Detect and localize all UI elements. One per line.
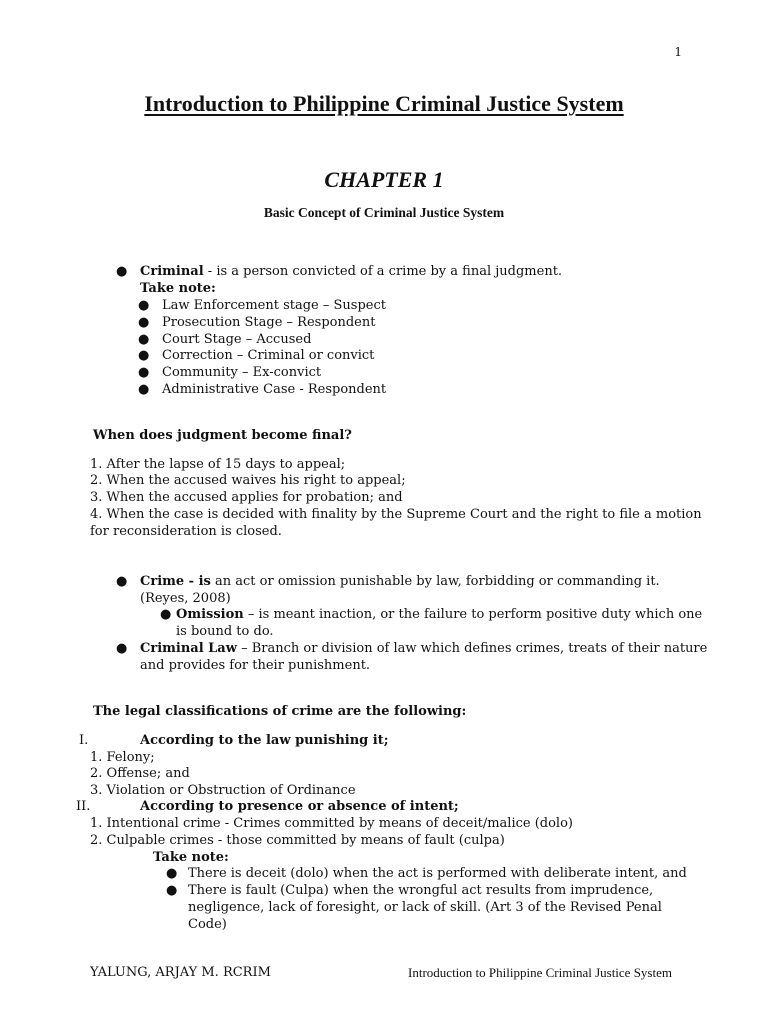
- bullet-icon: ●: [138, 298, 150, 313]
- list-item: Law Enforcement stage – Suspect: [162, 298, 386, 313]
- classification-take-note: Take note:: [153, 850, 229, 865]
- criminal-law-definition-text: – Branch or division of law which defines crimes, treats of their nature: [236, 641, 708, 656]
- criminal-term: Criminal: [140, 264, 204, 279]
- chapter-heading: CHAPTER 1: [324, 167, 444, 192]
- document-title-text: Introduction to Philippine Criminal Justice System: [144, 91, 624, 116]
- omission-continuation: is bound to do.: [176, 624, 274, 639]
- footer-title: Introduction to Philippine Criminal Justice System: [408, 965, 672, 980]
- bullet-icon: ●: [138, 315, 150, 330]
- omission-definition: [176, 606, 702, 623]
- list-item: 3. Violation or Obstruction of Ordinance: [90, 783, 356, 798]
- list-item: 2. When the accused waives his right to appeal;: [90, 473, 406, 488]
- criminal-law-definition: [140, 640, 707, 657]
- bullet-icon: ●: [166, 866, 178, 881]
- list-item: Community – Ex-convict: [162, 365, 322, 380]
- omission-definition-text: – is meant inaction, or the failure to perform positive duty which one: [243, 607, 703, 622]
- bullet-icon: ●: [138, 332, 150, 347]
- list-item: Correction – Criminal or convict: [162, 348, 375, 363]
- crime-definition-lead: is: [198, 574, 211, 589]
- bullet-icon: ●: [160, 607, 172, 622]
- bullet-icon: ●: [116, 264, 128, 279]
- bullet-icon: ●: [116, 574, 128, 589]
- list-item: 1. Intentional crime - Crimes committed by means of deceit/malice (dolo): [90, 816, 573, 831]
- judgment-heading: When does judgment become final?: [93, 428, 352, 443]
- document-title: [0, 91, 768, 117]
- section-title: According to presence or absence of intent;: [140, 799, 459, 814]
- list-item: 4. When the case is decided with finality by the Supreme Court and the right to file a motion: [90, 507, 702, 522]
- list-item: 1. Felony;: [90, 750, 155, 765]
- bullet-icon: ●: [166, 883, 178, 898]
- crime-citation: (Reyes, 2008): [140, 591, 231, 606]
- bullet-icon: ●: [138, 382, 150, 397]
- list-item: Court Stage – Accused: [162, 332, 312, 347]
- list-item: 2. Culpable crimes - those committed by means of fault (culpa): [90, 833, 505, 848]
- bullet-icon: ●: [116, 641, 128, 656]
- list-item: Administrative Case - Respondent: [162, 382, 387, 397]
- crime-definition-text: an act or omission punishable by law, forbidding or commanding it.: [210, 574, 660, 589]
- bullet-icon: ●: [138, 365, 150, 380]
- criminal-definition: [140, 263, 562, 280]
- criminal-law-term: Criminal Law: [140, 641, 237, 656]
- list-item: 2. Offense; and: [90, 766, 190, 781]
- list-item: 3. When the accused applies for probation; and: [90, 490, 403, 505]
- omission-term: Omission: [176, 607, 244, 622]
- footer-author: YALUNG, ARJAY M. RCRIM: [90, 965, 271, 980]
- section-numeral: I.: [79, 733, 89, 748]
- classifications-heading: The legal classifications of crime are the following:: [93, 704, 467, 719]
- crime-definition: [140, 573, 660, 590]
- page-number: 1: [674, 45, 682, 59]
- chapter-subtitle: Basic Concept of Criminal Justice System: [263, 205, 505, 220]
- list-item: There is fault (Culpa) when the wrongful act results from imprudence,: [188, 883, 654, 898]
- crime-term: Crime -: [140, 574, 199, 589]
- criminal-law-continuation: and provides for their punishment.: [140, 658, 371, 673]
- section-title: According to the law punishing it;: [140, 733, 389, 748]
- list-item: Prosecution Stage – Respondent: [162, 315, 376, 330]
- list-item-continuation: Code): [188, 917, 227, 932]
- list-item: There is deceit (dolo) when the act is performed with deliberate intent, and: [188, 866, 687, 881]
- criminal-take-note: Take note:: [140, 281, 216, 296]
- list-item: 1. After the lapse of 15 days to appeal;: [90, 457, 346, 472]
- bullet-icon: ●: [138, 348, 150, 363]
- criminal-definition-text: - is a person convicted of a crime by a final judgment.: [203, 264, 563, 279]
- list-item: for reconsideration is closed.: [90, 524, 282, 539]
- section-numeral: II.: [76, 799, 91, 814]
- list-item-continuation: negligence, lack of foresight, or lack of skill. (Art 3 of the Revised Penal: [188, 900, 662, 915]
